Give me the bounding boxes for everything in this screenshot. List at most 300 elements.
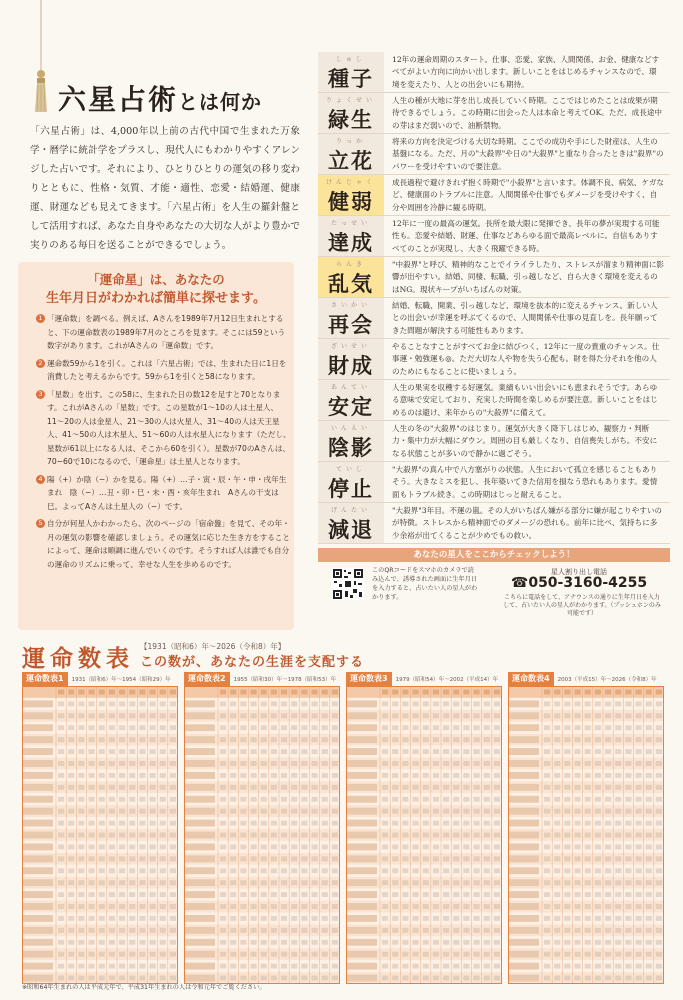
number-cell bbox=[544, 725, 550, 730]
number-cell bbox=[99, 952, 105, 957]
number-cell bbox=[109, 725, 115, 730]
number-cell bbox=[544, 928, 550, 933]
table-section-range: 【1931（昭和6）年〜2026（令和8）年】 bbox=[140, 642, 286, 651]
number-cell bbox=[322, 701, 328, 706]
number-cell bbox=[625, 749, 631, 754]
number-cell bbox=[322, 773, 328, 778]
number-cell bbox=[595, 749, 601, 754]
number-cell bbox=[423, 940, 429, 945]
number-cell bbox=[595, 690, 601, 695]
phase-description: 12年に一度の最高の運気。長所を最大限に発揮でき、長年の夢が実現する可能性も。恋愛や結婚、財運、仕事などあらゆる面で最高レベルに。自信もありすべてのことが実現し、大きく飛躍できる時。 bbox=[392, 219, 660, 253]
number-cell bbox=[413, 880, 419, 885]
qr-code-icon[interactable] bbox=[332, 568, 364, 600]
number-cell bbox=[544, 809, 550, 814]
number-cell bbox=[554, 868, 560, 873]
year-label-cell bbox=[509, 903, 539, 910]
number-cell bbox=[68, 928, 74, 933]
number-cell bbox=[453, 856, 459, 861]
number-cell bbox=[129, 749, 135, 754]
phase-description: 人生の果実を収穫する好運気。業績もいい出会いにも恵まれそうです。あらゆる意味で安定しており、充実した時間を楽しめるが要注意。新しいことをはじめるのは避け、来年からの"大殺界"に備えて。 bbox=[392, 383, 658, 417]
star-check-box bbox=[318, 548, 670, 617]
number-cell bbox=[332, 821, 338, 826]
year-label-cell bbox=[23, 724, 53, 731]
number-cell bbox=[656, 940, 662, 945]
number-cell bbox=[595, 737, 601, 742]
number-cell bbox=[402, 725, 408, 730]
number-cell bbox=[402, 928, 408, 933]
number-cell bbox=[544, 749, 550, 754]
number-cell bbox=[636, 809, 642, 814]
number-cell bbox=[109, 844, 115, 849]
number-cell bbox=[625, 833, 631, 838]
number-cell bbox=[554, 892, 560, 897]
number-cell bbox=[271, 940, 277, 945]
number-cell bbox=[322, 690, 328, 695]
number-cell bbox=[564, 690, 570, 695]
number-cell bbox=[261, 761, 267, 766]
number-cell bbox=[129, 785, 135, 790]
number-cell bbox=[301, 892, 307, 897]
number-cell bbox=[636, 892, 642, 897]
number-cell bbox=[129, 713, 135, 718]
number-cell bbox=[402, 785, 408, 790]
year-label-cell bbox=[347, 915, 377, 922]
number-cell bbox=[484, 690, 490, 695]
number-cell bbox=[129, 821, 135, 826]
number-cell bbox=[129, 940, 135, 945]
number-cell bbox=[554, 940, 560, 945]
number-cell bbox=[281, 892, 287, 897]
number-cell bbox=[484, 868, 490, 873]
number-cell bbox=[564, 773, 570, 778]
number-cell bbox=[170, 761, 176, 766]
phase-name-cell bbox=[318, 503, 384, 543]
number-cell bbox=[109, 809, 115, 814]
number-cell bbox=[332, 737, 338, 742]
number-cell bbox=[656, 737, 662, 742]
number-cell bbox=[595, 868, 601, 873]
number-cell bbox=[291, 868, 297, 873]
number-cell bbox=[453, 916, 459, 921]
number-cell bbox=[322, 856, 328, 861]
number-cell bbox=[463, 856, 469, 861]
number-cell bbox=[484, 737, 490, 742]
number-cell bbox=[413, 773, 419, 778]
number-cell bbox=[332, 940, 338, 945]
number-cell bbox=[463, 976, 469, 981]
year-label-cell bbox=[185, 772, 215, 779]
number-cell bbox=[575, 964, 581, 969]
number-cell bbox=[99, 737, 105, 742]
number-cell bbox=[494, 928, 500, 933]
number-cell bbox=[585, 713, 591, 718]
number-cell bbox=[160, 773, 166, 778]
number-cell bbox=[595, 916, 601, 921]
number-cell bbox=[646, 844, 652, 849]
year-label-cell bbox=[347, 939, 377, 946]
number-cell bbox=[544, 952, 550, 957]
number-cell bbox=[332, 976, 338, 981]
year-label-cell bbox=[347, 689, 377, 696]
number-cell bbox=[129, 725, 135, 730]
number-cell bbox=[150, 737, 156, 742]
number-cell bbox=[291, 880, 297, 885]
number-cell bbox=[312, 928, 318, 933]
number-cell bbox=[58, 749, 64, 754]
number-cell bbox=[656, 833, 662, 838]
number-cell bbox=[240, 701, 246, 706]
number-cell bbox=[382, 916, 388, 921]
number-cell bbox=[261, 952, 267, 957]
number-cell bbox=[656, 976, 662, 981]
number-cell bbox=[433, 821, 439, 826]
number-cell bbox=[474, 940, 480, 945]
year-label-cell bbox=[23, 975, 53, 982]
number-cell bbox=[453, 785, 459, 790]
number-cell bbox=[119, 761, 125, 766]
number-cell bbox=[139, 797, 145, 802]
number-cell bbox=[423, 904, 429, 909]
number-cell bbox=[585, 916, 591, 921]
year-label-cell bbox=[509, 724, 539, 731]
number-cell bbox=[443, 690, 449, 695]
year-label-cell bbox=[23, 855, 53, 862]
number-cell bbox=[413, 976, 419, 981]
number-cell bbox=[220, 916, 226, 921]
number-cell bbox=[312, 844, 318, 849]
number-cell bbox=[230, 904, 236, 909]
number-cell bbox=[240, 725, 246, 730]
number-cell bbox=[585, 880, 591, 885]
number-cell bbox=[119, 844, 125, 849]
number-cell bbox=[129, 773, 135, 778]
number-cell bbox=[392, 773, 398, 778]
number-cell bbox=[58, 713, 64, 718]
number-cell bbox=[68, 844, 74, 849]
number-cell bbox=[494, 880, 500, 885]
number-cell bbox=[150, 856, 156, 861]
year-label-cell bbox=[509, 712, 539, 719]
number-cell bbox=[636, 761, 642, 766]
number-cell bbox=[636, 737, 642, 742]
year-label-cell bbox=[509, 843, 539, 850]
number-cell bbox=[575, 761, 581, 766]
number-cell bbox=[170, 964, 176, 969]
number-cell bbox=[139, 916, 145, 921]
number-cell bbox=[261, 797, 267, 802]
phase-reading: げんたい bbox=[330, 507, 371, 514]
number-cell bbox=[129, 844, 135, 849]
number-cell bbox=[636, 916, 642, 921]
number-cell bbox=[119, 904, 125, 909]
number-cell bbox=[636, 976, 642, 981]
number-cell bbox=[160, 797, 166, 802]
number-cell bbox=[301, 690, 307, 695]
number-cell bbox=[160, 904, 166, 909]
number-cell bbox=[585, 725, 591, 730]
number-cell bbox=[291, 725, 297, 730]
number-cell bbox=[170, 785, 176, 790]
number-cell bbox=[646, 821, 652, 826]
number-cell bbox=[636, 904, 642, 909]
number-cell bbox=[58, 785, 64, 790]
number-cell bbox=[220, 940, 226, 945]
number-cell bbox=[271, 892, 277, 897]
number-cell bbox=[564, 844, 570, 849]
number-cell bbox=[494, 833, 500, 838]
number-cell bbox=[484, 713, 490, 718]
number-cell bbox=[382, 761, 388, 766]
number-cell bbox=[291, 856, 297, 861]
number-cell bbox=[119, 952, 125, 957]
number-cell bbox=[453, 976, 459, 981]
number-cell bbox=[554, 701, 560, 706]
number-cell bbox=[160, 844, 166, 849]
qr-instructions: このQRコードをスマホのカメラで読み込んで、誘導された画面に生年月日を入力すると、占いたい人の星人がわかります。 bbox=[372, 567, 478, 601]
year-label-cell bbox=[23, 891, 53, 898]
number-cell bbox=[443, 916, 449, 921]
number-cell bbox=[281, 976, 287, 981]
number-cell bbox=[585, 761, 591, 766]
number-cell bbox=[312, 749, 318, 754]
number-cell bbox=[575, 833, 581, 838]
year-label-cell bbox=[185, 963, 215, 970]
number-cell bbox=[656, 821, 662, 826]
year-label-cell bbox=[509, 855, 539, 862]
phase-reading: ていし bbox=[335, 466, 366, 473]
number-cell bbox=[402, 821, 408, 826]
phase-row bbox=[318, 462, 670, 503]
number-cell bbox=[544, 821, 550, 826]
number-cell bbox=[636, 797, 642, 802]
number-cell bbox=[68, 737, 74, 742]
number-cell bbox=[160, 892, 166, 897]
number-cell bbox=[615, 952, 621, 957]
number-cell bbox=[312, 940, 318, 945]
number-cell bbox=[494, 916, 500, 921]
number-cell bbox=[474, 809, 480, 814]
number-cell bbox=[271, 797, 277, 802]
year-label-cell bbox=[347, 903, 377, 910]
number-cell bbox=[230, 928, 236, 933]
number-cell bbox=[615, 701, 621, 706]
number-cell bbox=[474, 773, 480, 778]
number-cell bbox=[139, 940, 145, 945]
number-cell bbox=[109, 690, 115, 695]
number-cell bbox=[119, 701, 125, 706]
number-cell bbox=[68, 833, 74, 838]
number-cell bbox=[261, 821, 267, 826]
phase-row bbox=[318, 52, 670, 93]
year-label-cell bbox=[185, 903, 215, 910]
number-cell bbox=[615, 976, 621, 981]
year-label-cell bbox=[509, 700, 539, 707]
number-cell bbox=[58, 725, 64, 730]
number-cell bbox=[150, 725, 156, 730]
number-cell bbox=[392, 713, 398, 718]
number-cell bbox=[554, 952, 560, 957]
number-cell bbox=[615, 940, 621, 945]
number-cell bbox=[382, 904, 388, 909]
phase-name: 減退 bbox=[328, 517, 374, 542]
number-cell bbox=[575, 904, 581, 909]
number-cell bbox=[544, 773, 550, 778]
number-cell bbox=[382, 844, 388, 849]
number-cell bbox=[119, 725, 125, 730]
number-cell bbox=[78, 928, 84, 933]
number-cell bbox=[312, 701, 318, 706]
number-cell bbox=[99, 773, 105, 778]
number-cell bbox=[413, 737, 419, 742]
number-cell bbox=[413, 892, 419, 897]
number-cell bbox=[625, 797, 631, 802]
number-cell bbox=[484, 701, 490, 706]
number-cell bbox=[575, 844, 581, 849]
year-label-cell bbox=[185, 915, 215, 922]
number-cell bbox=[554, 880, 560, 885]
number-cell bbox=[554, 785, 560, 790]
number-cell bbox=[261, 892, 267, 897]
number-cell bbox=[564, 952, 570, 957]
number-cell bbox=[575, 725, 581, 730]
number-cell bbox=[636, 773, 642, 778]
number-cell bbox=[453, 773, 459, 778]
number-cell bbox=[636, 749, 642, 754]
number-cell bbox=[271, 856, 277, 861]
number-cell bbox=[443, 904, 449, 909]
phase-row bbox=[318, 298, 670, 339]
number-cell bbox=[99, 880, 105, 885]
phone-number-link[interactable]: ☎050-3160-4255 bbox=[510, 575, 648, 591]
phase-row bbox=[318, 380, 670, 421]
number-cell bbox=[68, 761, 74, 766]
number-cell bbox=[312, 856, 318, 861]
number-cell bbox=[240, 833, 246, 838]
number-cell bbox=[494, 809, 500, 814]
title-main: 六星占術 bbox=[58, 83, 179, 116]
number-cell bbox=[453, 713, 459, 718]
number-cell bbox=[170, 749, 176, 754]
number-cell bbox=[251, 976, 257, 981]
number-cell bbox=[646, 928, 652, 933]
number-cell bbox=[312, 725, 318, 730]
number-cell bbox=[332, 856, 338, 861]
number-cell bbox=[564, 713, 570, 718]
number-cell bbox=[261, 904, 267, 909]
number-cell bbox=[474, 892, 480, 897]
number-cell bbox=[251, 737, 257, 742]
number-cell bbox=[413, 761, 419, 766]
number-cell bbox=[656, 952, 662, 957]
number-cell bbox=[271, 833, 277, 838]
number-cell bbox=[474, 737, 480, 742]
year-label-cell bbox=[23, 760, 53, 767]
number-cell bbox=[402, 833, 408, 838]
number-cell bbox=[564, 964, 570, 969]
number-cell bbox=[261, 725, 267, 730]
number-cell bbox=[291, 809, 297, 814]
number-cell bbox=[251, 690, 257, 695]
number-cell bbox=[423, 928, 429, 933]
number-cell bbox=[615, 856, 621, 861]
number-cell bbox=[402, 976, 408, 981]
number-cell bbox=[625, 785, 631, 790]
step-number: 5 bbox=[36, 519, 45, 528]
year-label-cell bbox=[185, 855, 215, 862]
number-cell bbox=[322, 785, 328, 790]
number-cell bbox=[332, 725, 338, 730]
number-cell bbox=[99, 833, 105, 838]
number-cell bbox=[392, 690, 398, 695]
number-cell bbox=[564, 916, 570, 921]
number-cell bbox=[392, 821, 398, 826]
number-cell bbox=[564, 725, 570, 730]
number-cell bbox=[484, 856, 490, 861]
number-cell bbox=[484, 916, 490, 921]
number-cell bbox=[656, 928, 662, 933]
phase-name-cell bbox=[318, 339, 384, 379]
number-cell bbox=[119, 713, 125, 718]
number-cell bbox=[595, 880, 601, 885]
number-cell bbox=[656, 964, 662, 969]
year-label-cell bbox=[185, 796, 215, 803]
number-cell bbox=[322, 880, 328, 885]
number-cell bbox=[615, 713, 621, 718]
number-cell bbox=[382, 713, 388, 718]
number-cell bbox=[230, 964, 236, 969]
number-cell bbox=[413, 809, 419, 814]
number-cell bbox=[220, 749, 226, 754]
number-cell bbox=[382, 725, 388, 730]
number-cell bbox=[160, 833, 166, 838]
number-cell bbox=[220, 856, 226, 861]
number-cell bbox=[382, 701, 388, 706]
number-cell bbox=[423, 749, 429, 754]
number-cell bbox=[402, 773, 408, 778]
number-cell bbox=[78, 749, 84, 754]
number-cell bbox=[160, 701, 166, 706]
number-cell bbox=[78, 856, 84, 861]
number-cell bbox=[615, 833, 621, 838]
number-cell bbox=[564, 904, 570, 909]
number-cell bbox=[453, 964, 459, 969]
number-cell bbox=[585, 821, 591, 826]
number-cell bbox=[89, 844, 95, 849]
year-label-cell bbox=[509, 808, 539, 815]
number-cell bbox=[605, 797, 611, 802]
number-cell bbox=[109, 821, 115, 826]
number-cell bbox=[251, 821, 257, 826]
number-cell bbox=[625, 690, 631, 695]
number-cell bbox=[453, 690, 459, 695]
number-cell bbox=[160, 821, 166, 826]
year-label-cell bbox=[347, 975, 377, 982]
guide-heading-line2: 生年月日がわかれば簡単に探せます。 bbox=[46, 291, 266, 306]
number-cell bbox=[484, 904, 490, 909]
year-label-cell bbox=[23, 689, 53, 696]
number-cell bbox=[605, 773, 611, 778]
number-cell bbox=[99, 797, 105, 802]
number-cell bbox=[150, 976, 156, 981]
number-cell bbox=[615, 761, 621, 766]
number-cell bbox=[89, 773, 95, 778]
number-cell bbox=[646, 713, 652, 718]
number-cell bbox=[139, 809, 145, 814]
number-cell bbox=[646, 797, 652, 802]
number-cell bbox=[261, 690, 267, 695]
number-cell bbox=[413, 964, 419, 969]
number-cell bbox=[413, 856, 419, 861]
